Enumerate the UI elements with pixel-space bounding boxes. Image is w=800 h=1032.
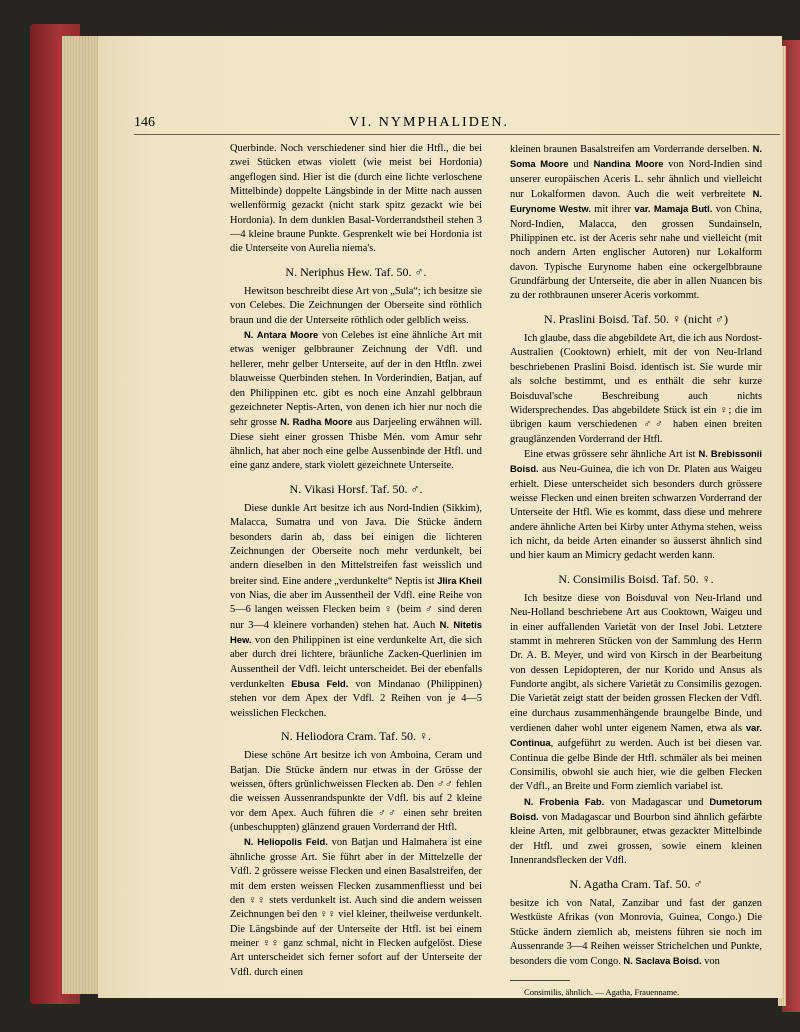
paragraph — [230, 328, 482, 473]
page-number: 146 — [134, 115, 155, 130]
species-heading: N. Neriphus Hew. Taf. 50. ♂. — [285, 264, 427, 279]
text-run: von Nias, die aber im Aussentheil der Vdfl. eine Reihe von 5—6 langen weissen Flecken beim ♀ (beim ♂ sind deren nur 3—4 kleinere vorhanden) stehen hat. Auch — [230, 589, 482, 631]
paragraph — [510, 897, 762, 970]
text-run: Eine etwas grössere sehr ähnliche Art ist — [524, 448, 699, 460]
species-name: N. Eurynome Westw. — [510, 188, 762, 215]
page-edges-left — [62, 36, 102, 994]
text-run: mit ihrer — [590, 204, 635, 216]
paragraph: Querbinde. Noch verschiedener sind hier die Htfl., die bei zwei Stücken etwas violett (wie meist bei Hordonia) angeflogen sind. Hier ist die (durch eine lichte verloschene Mittelbinde) doppelte Längsbinde in der Mitte nach aussen wellenförmig gezackt (nicht stark spitz gezackt wie bei Hordonia). In dem dunklen Basal-Vorderrandstheil stehen 3—4 kleine braune Punkte. Gesprenkelt wie bei Hordonia ist die Unterseite von Aurelia niema's. — [230, 143, 482, 255]
text-run: kleinen braunen Basalstreifen am Vorderrande derselben. — [510, 144, 753, 155]
right-column — [510, 142, 762, 999]
species-name: var. Continua — [510, 722, 762, 749]
text-run: von Batjan und Halmahera ist eine ähnliche grosse Art. Sie führt aber in der Mittelzelle der Vdfl. 2 grössere weisse Flecken und einen Basalstreifen, der mit dem ersten weissen Flecken zusammenfliesst und bei den ♀♀ stets verdunkelt ist. Auch sind die andern weissen Zeichnungen bei den ♀♀ viel kleiner, theilweise verdunkelt. Die Längsbinde auf der Unterseite der Htfl. ist bei einem meiner ♀♀ ganz schmal, nicht in Flecken aufgelöst. Diese Art unterscheidet sich ferner sofort auf der Unterseite der Vdfl. durch einen — [230, 837, 482, 978]
paragraph — [510, 795, 762, 869]
text-run: aus Darjeeling erwähnen will. Diese sieht einer grossen Thisbe Mén. vom Amur sehr ähnlich, hat aber noch eine gelbe Aussenbinde der Htfl. und eine ganz andere, stark violett gezeichnete Unterseite. — [230, 417, 482, 472]
paragraph: Ich glaube, dass die abgebildete Art, die ich aus Nordost-Australien (Cooktown) erhielt, mit der von Neu-Irland beschriebenen Praslini Boisd. identisch ist. Sie wurde mir als solche bestimmt, und es enthält die sehr kurze Boisduval'sche Beschreibung auch nichts Widersprechendes. Das abgebildete Stück ist ein ♀; die im übrigen kaum verschiedenen ♂♂ haben einen breiten grauglänzenden Vorderrand der Htfl. — [510, 333, 762, 445]
species-heading: N. Praslini Boisd. Taf. 50. ♀ (nicht ♂) — [544, 311, 728, 326]
text-run: von China, Nord-Indien, Malacca, den grossen Sundainseln, Philippinen etc. ist der Aceris sehr nahe und vielleicht (mit noch andern Arten englischer Autoren) nur Lokalform davon. Typische Eurynome haben eine ockergelbbraune Grundfärbung der Unterseite, die aber in allen Nuancen bis zu der rothbraunen unserer Aceris vorkommt. — [510, 204, 763, 302]
species-name: N. Radha Moore — [280, 416, 353, 428]
paragraph — [510, 592, 762, 795]
text-run: von Madagascar und — [604, 796, 710, 808]
paragraph — [510, 447, 762, 564]
species-heading: N. Vikasi Horsf. Taf. 50. ♂. — [289, 481, 423, 496]
species-name: Jlira Kheil — [437, 574, 482, 586]
text-run: von den Philippinen ist eine verdunkelte Art, die sich aber durch drei lichtere, bräunliche Zacken-Querlinien im Aussentheil der Vdfl. leicht unterscheidet. Bei der ebenfalls verdunkelten — [230, 635, 482, 691]
species-name: var. Mamaja Butl. — [634, 203, 713, 215]
text-run: Diese dunkle Art besitze ich aus Nord-Indien (Sikkim), Malacca, Sumatra und von Java. Die Stücke ändern besonders darin ab, dass bei einigen die lichteren Zeichnungen der Oberseite noch mehr verdunkelt, bei andern dieselben in den Mittelstreifen fast weisslich und breiter sind. Eine andere „verdunkelte“ Neptis ist — [230, 502, 482, 587]
text-run: besitze ich von Natal, Zanzibar und fast der ganzen Westküste Afrikas (von Monrovia, Guinea, Congo.) Die Stücke ändern ziemlich ab, meistens führen sie noch im Aussenrande 3—4 Reihen weisser Strichelchen und Punkte, besonders die vom Congo. — [510, 897, 762, 968]
text-run: aus Neu-Guinea, die ich von Dr. Platen aus Waigeu erhielt. Diese unterscheidet sich besonders durch grössere weisse Flecken und einen breiten schwarzen Vorderrand der Unterseite der Htfl. Wie es kommt, dass diese und mehrere andere ähnliche Arten bei Kirby unter Athyma stehen, weiss ich nicht, da beide Arten einander so äusserst ähnlich sind und hier kaum an Mimicry gedacht werden kann. — [510, 464, 762, 562]
paragraph — [510, 142, 762, 304]
species-heading: N. Heliodora Cram. Taf. 50. ♀. — [281, 729, 431, 744]
text-run: von Nord-Indien sind unserer europäischen Aceris L. sehr ähnlich und vielleicht nur Lokalformen davon. Auch die weit verbreitete — [510, 159, 763, 201]
paragraph: Hewitson beschreibt diese Art von „Sula“; ich besitze sie von Celebes. Die Zeichnungen der Oberseite sind röthlich braun und die der Unterseite röthlich oder gelblich weiss. — [230, 286, 482, 326]
species-name: N. Nitetis Hew. — [230, 618, 482, 645]
text-run: und — [568, 159, 594, 171]
species-heading: N. Agatha Cram. Taf. 50. ♂ — [569, 876, 703, 891]
species-name: N. Antara Moore — [244, 329, 319, 341]
left-column — [230, 142, 482, 980]
species-name: N. Saclava Boisd. — [623, 955, 702, 967]
paragraph — [230, 502, 482, 721]
species-name: N. Frobenia Fab. — [524, 795, 605, 807]
species-heading: N. Consimilis Boisd. Taf. 50. ♀. — [558, 571, 714, 586]
paragraph — [230, 835, 482, 979]
footnote: Consimilis, ähnlich. — Agatha, Frauenname. — [524, 986, 680, 997]
species-name: N. Brebissonii Boisd. — [510, 447, 762, 475]
species-name: Nandina Moore — [593, 158, 664, 170]
species-name: N. Soma Moore — [510, 143, 762, 170]
header-rule — [134, 134, 780, 135]
footnote-rule — [510, 980, 570, 981]
species-name: Dumetorum Boisd. — [510, 795, 762, 823]
running-head-text: VI. NYMPHALIDEN. — [349, 115, 509, 130]
text-run: von Celebes ist eine ähnliche Art mit etwas weniger gelbbrauner Zeichnung der Vdfl. und hellerer, mehr gelber Unterseite, auf der in den Htfln. zwei blauweisse Querbinden stehen. In Vorderindien, Batjan, auf den Philippinen etc. gibt es noch eine Anzahl gelbbraun gezeichneter Neptis-Arten, von denen ich hier nur noch die sehr grosse — [230, 330, 482, 429]
text-run: von — [701, 956, 720, 968]
text-run: , aufgeführt zu werden. Auch ist bei diesen var. Continua die gelbe Binde der Htfl. schmäler als bei meinen Consimilis, obwohl sie auch hier, wie die gelben Flecken der Vdfl., an Breite und Form ziemlich variabel ist. — [510, 738, 762, 793]
running-head — [0, 115, 800, 131]
paragraph: Diese schöne Art besitze ich von Amboina, Ceram und Batjan. Die Stücke ändern nur etwas in der Grösse der weissen, öfters grünlichweissen Flecken ab. Den ♂♂ fehlen die weissen Aussenrandspunkte der Vdfl. bis auf 2 kleine vor dem Apex. Auch führen die ♂♂ einen sehr breiten (unbeschuppten) glänzend grauen Vorderrand der Htfl. — [230, 750, 482, 834]
species-name: N. Heliopolis Feld. — [244, 836, 328, 848]
text-run: Ich besitze diese von Boisduval von Neu-Irland und Neu-Holland beschriebene Art aus Cooktown, Waigeu und in einer auffallenden Varietät von der Insel Jobi. Letztere stammt in mehreren Stücken von der Sammlung des Herrn Dr. A. B. Meyer, und wird von Kirsch in der Bearbeitung von dessen Lepidopteren, der nur Korido und Ansus als Fundorte angibt, als sichere Varietät zu Consimilis gezogen. Die Varietät zeigt statt der beiden grossen Flecken der Vdfl. eine durchaus zusammenhängende braungelbe Binde, und verdienen daher wohl unter eigenem Namen, etwa als — [510, 592, 762, 735]
text-run: von Madagascar und Bourbon sind ähnlich gefärbte kleine Arten, mit gelbbrauner, etwas gezackter Mittelbinde der Htfl. und zwei grossen, sowie einem kleinen Innenrandsflecken der Vdfl. — [510, 812, 762, 867]
text-run: von Mindanao (Philippinen) stehen vor dem Apex der Vdfl. 2 Reihen von je 4—5 weisslichen Fleckchen. — [230, 679, 482, 719]
species-name: Ebusa Feld. — [291, 678, 349, 690]
